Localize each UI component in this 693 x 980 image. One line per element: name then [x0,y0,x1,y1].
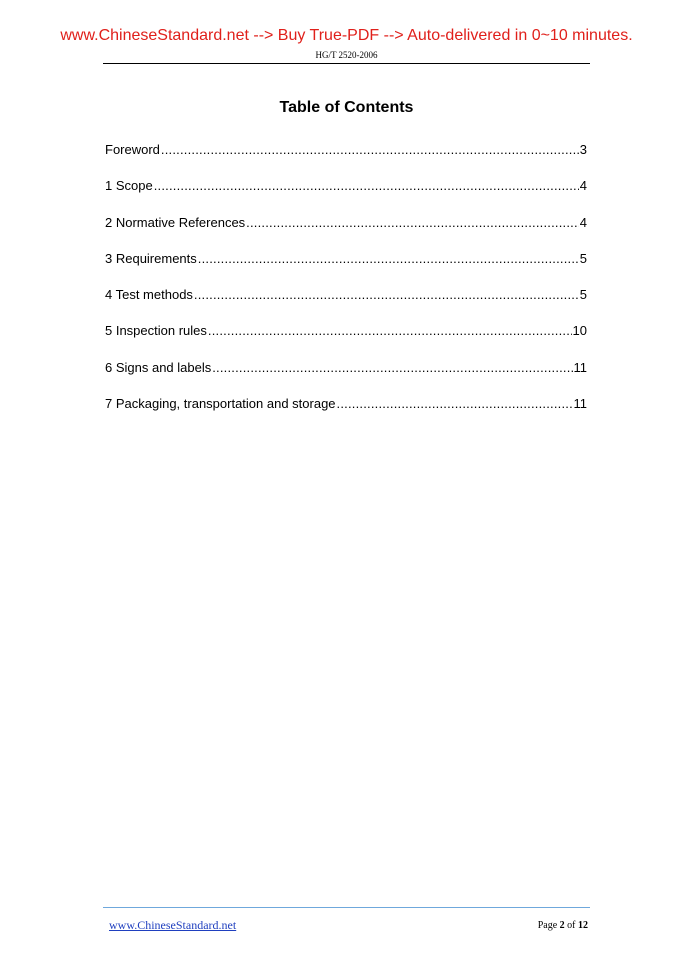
header-divider [103,63,590,64]
toc-entry-title: 3 Requirements [105,250,197,266]
toc-title: Table of Contents [279,99,414,116]
promo-banner[interactable]: www.ChineseStandard.net --> Buy True-PDF --> Auto-delivered in 0~10 minutes. [60,27,633,44]
page-total: 12 [578,920,588,931]
footer-divider [103,907,590,908]
toc-leader-dots [246,214,579,232]
toc-leader-dots [161,141,579,159]
toc-entry-title: 4 Test methods [105,287,193,303]
footer-website-link[interactable]: www.ChineseStandard.net [109,918,237,932]
toc-entry-packaging[interactable] [105,395,587,431]
toc-entry-title: 1 Scope [105,178,153,194]
toc-entry-page: 3 [579,142,587,157]
page-number [500,920,588,931]
toc-leader-dots [194,286,579,304]
toc-leader-dots [208,322,572,340]
toc-entry-title: Foreword [105,142,160,157]
toc-entry-requirements[interactable] [105,250,587,286]
toc-entry-page: 11 [573,359,587,375]
toc-entry-test-methods[interactable] [105,286,587,322]
toc-entry-scope[interactable] [105,177,587,213]
table-of-contents [105,141,587,431]
toc-entry-page: 5 [579,287,587,303]
toc-entry-signs-and-labels[interactable] [105,359,587,395]
toc-leader-dots [337,395,573,413]
toc-entry-title: 6 Signs and labels [105,359,212,375]
standard-code: HG/T 2520-2006 [315,50,378,60]
toc-entry-title: 5 Inspection rules [105,323,207,339]
toc-leader-dots [154,177,579,195]
toc-entry-page: 11 [573,396,587,412]
toc-leader-dots [198,250,579,268]
toc-entry-inspection-rules[interactable] [105,322,587,358]
toc-entry-page: 10 [572,323,587,339]
toc-entry-page: 4 [579,214,587,230]
page-current: 2 [559,920,565,931]
toc-entry-page: 5 [579,250,587,266]
page-label: Page [537,920,558,931]
toc-entry-title: 7 Packaging, transportation and storage [105,396,336,412]
page-of: of [567,920,576,931]
toc-entry-page: 4 [579,178,587,194]
toc-entry-foreword[interactable] [105,141,587,177]
toc-entry-normative-references[interactable] [105,214,587,250]
toc-leader-dots [212,359,572,377]
toc-entry-title: 2 Normative References [105,214,246,230]
